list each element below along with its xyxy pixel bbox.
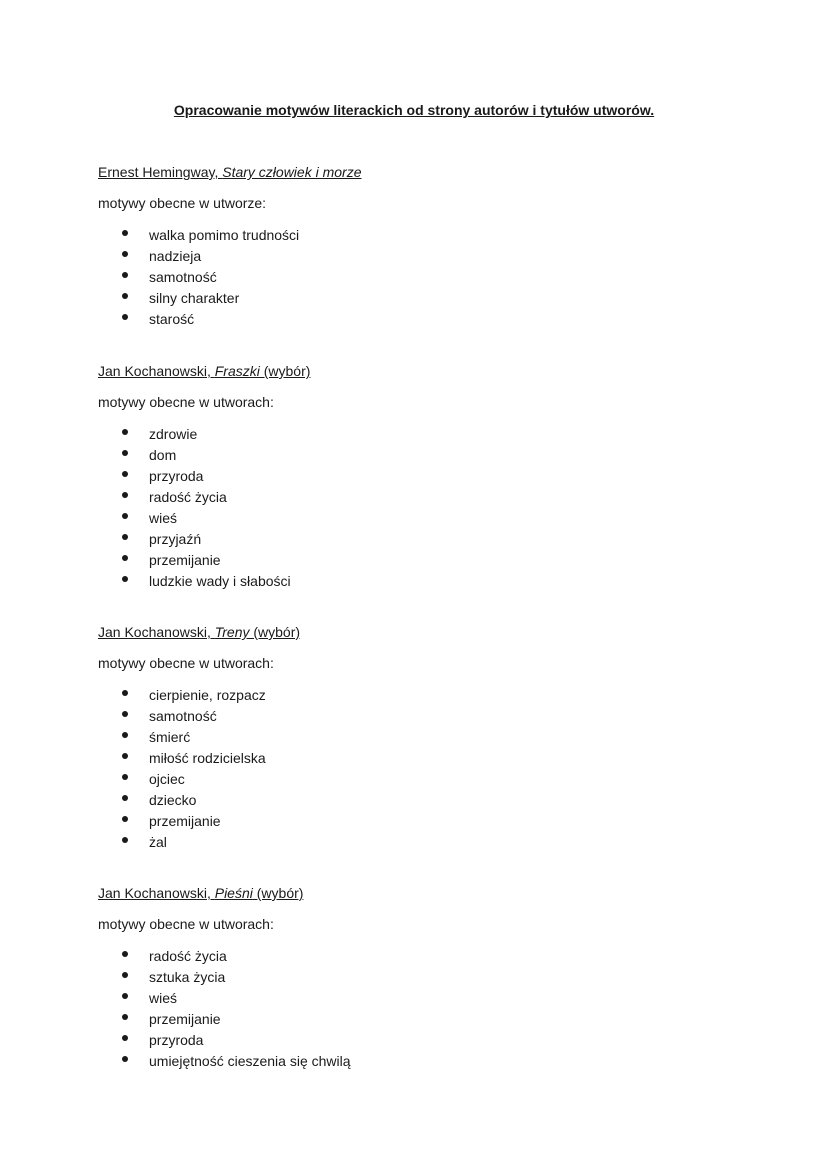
bullet-icon — [122, 251, 128, 257]
bullet-icon — [122, 492, 128, 498]
author-name: Jan Kochanowski, — [98, 885, 215, 901]
motifs-list — [98, 226, 738, 331]
work-title: Stary człowiek i morze — [222, 164, 362, 180]
bullet-icon — [122, 293, 128, 299]
bullet-icon — [122, 450, 128, 456]
list-item — [98, 289, 738, 310]
list-item — [98, 968, 738, 989]
bullet-icon — [122, 1056, 128, 1062]
motif-text: wieś — [149, 510, 178, 526]
bullet-icon — [122, 513, 128, 519]
list-item — [98, 707, 738, 728]
bullet-icon — [122, 429, 128, 435]
section-heading — [98, 884, 738, 902]
work-note: (wybór) — [252, 885, 304, 901]
bullet-icon — [122, 534, 128, 540]
bullet-icon — [122, 272, 128, 278]
bullet-icon — [122, 951, 128, 957]
section-kochanowski-fraszki — [98, 362, 738, 593]
motifs-list — [98, 686, 738, 854]
motif-text: dziecko — [149, 792, 197, 808]
bullet-icon — [122, 732, 128, 738]
work-note: (wybór) — [249, 624, 301, 640]
list-item — [98, 947, 738, 968]
work-title: Pieśni — [214, 885, 253, 901]
motif-text: radość życia — [149, 489, 227, 505]
motif-text: cierpienie, rozpacz — [149, 687, 266, 703]
motif-text: samotność — [149, 269, 217, 285]
motif-text: starość — [149, 311, 195, 327]
list-item — [98, 551, 738, 572]
list-item — [98, 268, 738, 289]
bullet-icon — [122, 555, 128, 561]
bullet-icon — [122, 993, 128, 999]
bullet-icon — [122, 314, 128, 320]
author-name: Jan Kochanowski, — [98, 624, 215, 640]
list-item — [98, 770, 738, 791]
list-item — [98, 226, 738, 247]
list-item — [98, 488, 738, 509]
motif-text: radość życia — [149, 948, 227, 964]
section-heading — [98, 362, 738, 380]
list-item — [98, 467, 738, 488]
bullet-icon — [122, 230, 128, 236]
list-item — [98, 509, 738, 530]
list-item — [98, 833, 738, 854]
motif-text: sztuka życia — [149, 969, 226, 985]
bullet-icon — [122, 816, 128, 822]
motifs-intro: motywy obecne w utworach: — [98, 916, 274, 932]
list-item — [98, 530, 738, 551]
motif-text: przemijanie — [149, 813, 221, 829]
motif-text: samotność — [149, 708, 217, 724]
motif-text: śmierć — [149, 729, 191, 745]
motif-text: walka pomimo trudności — [149, 227, 300, 243]
motif-text: przyroda — [149, 468, 204, 484]
motif-text: dom — [149, 447, 177, 463]
work-title: Treny — [214, 624, 250, 640]
motifs-list — [98, 425, 738, 593]
bullet-icon — [122, 972, 128, 978]
list-item — [98, 1031, 738, 1052]
motif-text: przyjaźń — [149, 531, 202, 547]
section-kochanowski-treny — [98, 623, 738, 854]
list-item — [98, 446, 738, 467]
motif-text: przyroda — [149, 1032, 204, 1048]
bullet-icon — [122, 690, 128, 696]
motif-text: wieś — [149, 990, 178, 1006]
motifs-intro: motywy obecne w utworach: — [98, 394, 274, 410]
list-item — [98, 686, 738, 707]
motif-text: żal — [149, 834, 167, 850]
motif-text: przemijanie — [149, 552, 221, 568]
motifs-intro: motywy obecne w utworze: — [98, 195, 267, 211]
bullet-icon — [122, 1014, 128, 1020]
bullet-icon — [122, 1035, 128, 1041]
motif-text: umiejętność cieszenia się chwilą — [149, 1053, 351, 1069]
motifs-list — [98, 947, 738, 1073]
bullet-icon — [122, 795, 128, 801]
motif-text: miłość rodzicielska — [149, 750, 266, 766]
list-item — [98, 1052, 738, 1073]
list-item — [98, 572, 738, 593]
motif-text: zdrowie — [149, 426, 198, 442]
bullet-icon — [122, 774, 128, 780]
author-name: Ernest Hemingway, — [98, 164, 223, 180]
list-item — [98, 791, 738, 812]
bullet-icon — [122, 576, 128, 582]
bullet-icon — [122, 711, 128, 717]
motif-text: silny charakter — [149, 290, 240, 306]
work-note: (wybór) — [259, 363, 311, 379]
list-item — [98, 1010, 738, 1031]
section-hemingway-stary-czlowiek — [98, 163, 738, 331]
bullet-icon — [122, 753, 128, 759]
list-item — [98, 728, 738, 749]
list-item — [98, 310, 738, 331]
motif-text: nadzieja — [149, 248, 202, 264]
motifs-intro: motywy obecne w utworach: — [98, 655, 274, 671]
bullet-icon — [122, 471, 128, 477]
section-heading — [98, 623, 738, 641]
work-title: Fraszki — [214, 363, 260, 379]
list-item — [98, 425, 738, 446]
section-heading — [98, 163, 738, 181]
section-kochanowski-piesni — [98, 884, 738, 1073]
list-item — [98, 247, 738, 268]
document-title: Opracowanie motywów literackich od strony autorów i tytułów utworów. — [173, 102, 655, 118]
list-item — [98, 812, 738, 833]
list-item — [98, 749, 738, 770]
bullet-icon — [122, 837, 128, 843]
motif-text: ojciec — [149, 771, 185, 787]
motif-text: przemijanie — [149, 1011, 221, 1027]
list-item — [98, 989, 738, 1010]
motif-text: ludzkie wady i słabości — [149, 573, 291, 589]
author-name: Jan Kochanowski, — [98, 363, 215, 379]
